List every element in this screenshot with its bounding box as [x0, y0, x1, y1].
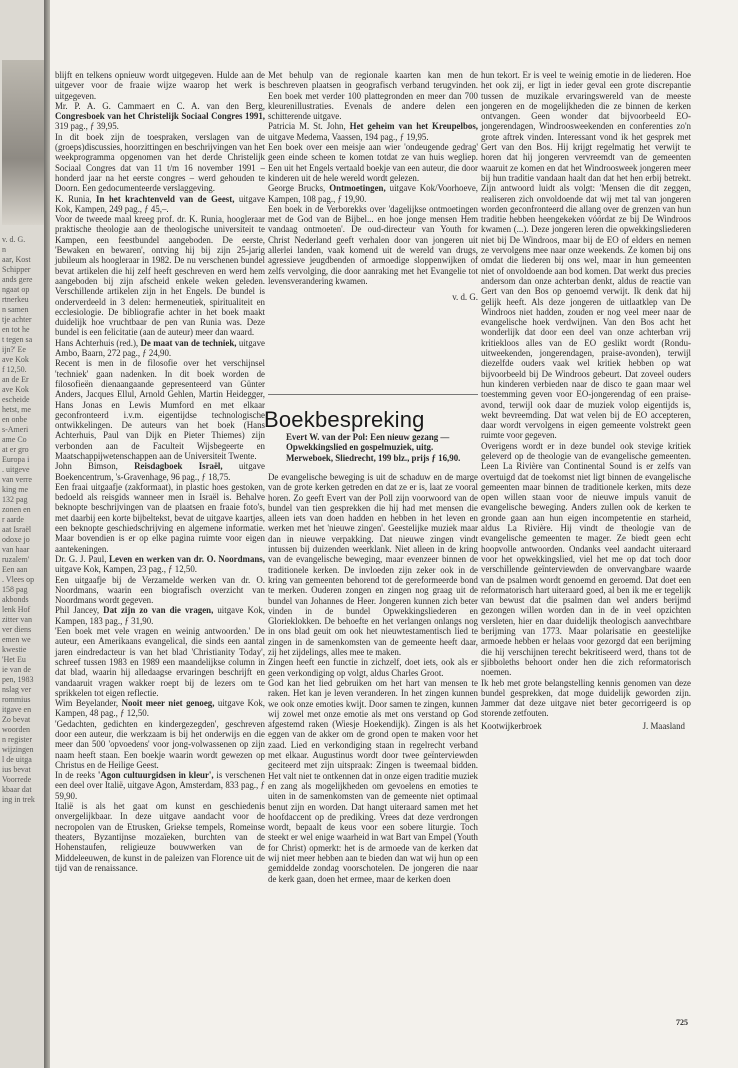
review-paragraph: God kan het lied gebruiken om het hart van mensen te raken. Het kan je leven veranderen. In het zingen kunnen we ook onze emoties kwijt. Door samen te zingen, kunnen wij zowel met onze emotie als met ons verstand op God afgestemd raken (Wiesje Hoekendijk). Zingen is als het eggen van de akker om de grond open te maken voor het zaad. Lied en verkondiging staan in regelrecht verband met elkaar. Augustinus wordt door twee geïnterviewden geciteerd met zijn uitspraak: Zingen is tweemaal bidden. Het valt niet te ontkennen dat in onze eigen traditie muziek en zang als mogelijkheden om gevoelens en emoties te uiten in de samenkomsten van de gemeente niet optimaal benut zijn en worden. Dat hangt uiteraard samen met het hoofdaccent op de prediking. Vrees dat deze verdrongen wordt, bepaalt de keus voor een sobere liturgie. Toch steekt er wel enige waarheid in wat Bart van Empel (Youth for Christ) opmerkt: het is de armoede van de kerken dat wij niet meer hebben aan te bieden dan wat wij hun op een gemiddelde zondag voorschotelen. De jongeren die naar de kerk gaan, doen het ermee, maar de kerken doen — [268, 677, 478, 884]
column-1-paragraph: Een uitgaafje bij de Verzamelde werken van dr. O. Noordmans, waarin een biografisch overzicht van Noordmans wordt gegeven. — [55, 574, 265, 606]
previous-page-line: ame Co — [2, 435, 27, 444]
book-title: 'Agon cultuurgidsen in kleur', — [97, 770, 214, 781]
column-2-paragraph: George Brucks, Ontmoetingen, uitgave Kok/Voorhoeve, Kampen, 108 pag., ƒ 19,90. — [268, 183, 478, 204]
book-title: Ontmoetingen, — [329, 183, 386, 194]
column-1-paragraph: In dit boek zijn de toespraken, verslagen van de (groeps)discussies, hoorzittingen en beschrijvingen van het weekprogramma opgenomen van het derde Christelijk Sociaal Congres dat van 11 t/m 16 november 1991 – honderd jaar na het eerste congres – werd gehouden te Doorn. Een gedocumenteerde verslaggeving. — [55, 131, 265, 194]
previous-page-line: . Vlees op — [2, 575, 35, 584]
previous-page-line: zonen en — [2, 505, 31, 514]
previous-page-line: rtnerkeu — [2, 295, 29, 304]
previous-page-line: t tegen sa — [2, 335, 33, 344]
column-1-paragraph: Phil Jancey, Dat zijn zo van die vragen, uitgave Kok, Kampen, 183 pag., ƒ 31,90. — [55, 605, 265, 626]
previous-page-line: v. d. G. — [2, 235, 26, 244]
previous-page-line: 132 pag — [2, 495, 28, 504]
column-1-paragraph: blijft en telkens opnieuw wordt uitgegeven. Hulde aan de uitgever voor de fraaie wijze waarop het werk is uitgegeven. — [55, 70, 265, 101]
column-2-top — [268, 70, 478, 303]
previous-page-line: van haar — [2, 545, 30, 554]
previous-page-line: ngaat op — [2, 285, 30, 294]
previous-page-line: ave Kok — [2, 355, 29, 364]
signature-place: Kootwijkerbroek — [481, 720, 542, 731]
previous-page-line: escheide — [2, 395, 30, 404]
previous-page-line: van verre — [2, 475, 32, 484]
previous-page-line: emen we — [2, 635, 31, 644]
book-title: Reisdagboek Israël, — [134, 461, 223, 472]
column-3 — [481, 70, 691, 731]
previous-page-line: ius bevat — [2, 765, 31, 774]
previous-page-line: an de Er — [2, 375, 29, 384]
book-title: De maat van de techniek, — [140, 337, 237, 348]
previous-page-line: f 12,50. — [2, 365, 27, 374]
previous-page-line: n samen — [2, 305, 29, 314]
section-heading: Boekbespreking — [264, 407, 425, 432]
column-1-paragraph: Wim Beyelander, Nooit meer niet genoeg, uitgave Kok, Kampen, 48 pag., ƒ 12,50. — [55, 698, 265, 719]
column-1-paragraph: Hans Achterhuis (red.), De maat van de techniek, uitgave Ambo, Baarn, 272 pag., ƒ 24,90. — [55, 337, 265, 359]
previous-page-text — [2, 235, 44, 805]
column-1-paragraph: Italië is als het gaat om kunst en geschiedenis onvergelijkbaar. In deze uitgave aandacht voor de necropolen van de Etrusken, Griekse tempels, Romeinse theaters, Byzantijnse mozaïeken, burchten van de Hohenstaufen, religieuze bouwwerken van de Middeleeuwen, de kunst in de paleizen van Florence uit de tijd van de renaissance. — [55, 801, 265, 873]
previous-page-line: akbonds — [2, 595, 29, 604]
book-title: Nooit meer niet genoeg, — [121, 698, 215, 709]
column-2-review — [268, 472, 478, 884]
previous-page-line: nslag ver — [2, 685, 32, 694]
previous-page-line: itgave en — [2, 705, 32, 714]
page-number: 725 — [676, 1018, 688, 1027]
previous-page-line: r aarde — [2, 515, 24, 524]
previous-page-line: wijzingen — [2, 745, 34, 754]
previous-page-line: n register — [2, 735, 32, 744]
column-2-signature: v. d. G. — [452, 292, 478, 303]
column-1-paragraph: Mr. P. A. G. Cammaert en C. A. van den Berg, Congresboek van het Christelijk Sociaal Congres 1991, 319 pag., ƒ 39,95. — [55, 100, 265, 132]
previous-page-line: ruzalem' — [2, 555, 30, 564]
previous-page-fragment — [0, 60, 44, 1060]
column-1-paragraph: K. Runia, In het krachtenveld van de Geest, uitgave Kok, Kampen, 249 pag., ƒ 45,–. — [55, 193, 266, 214]
book-title: Congresboek van het Christelijk Sociaal Congres 1991, — [55, 111, 265, 122]
previous-page-line: aat Israël — [2, 525, 32, 534]
previous-page-line: pen, 1983 — [2, 675, 34, 684]
previous-page-line: ave Kok — [2, 385, 29, 394]
previous-page-line: kbaar dat — [2, 785, 32, 794]
column-2-paragraph: Patricia M. St. John, Het geheim van het Kreupelbos, uitgave Medema, Vaassen, 194 pag., ƒ 19,95. — [268, 121, 479, 142]
column-1-paragraph: 'Gedachten, gedichten en kindergezegden', geschreven door een auteur, die werkzaam is bij het onderwijs en die meer dan 500 'opvoedens' voor jong-volwassenen op zijn naam heeft staan. Een boekje waarin wordt gewezen op Christus en de Heilige Geest. — [55, 718, 265, 770]
previous-page-line: ijn?' Ee — [2, 345, 26, 354]
column-2-paragraph: Een boek over een meisje aan wier 'ondeugende gedrag' geen einde scheen te komen totdat ze van huis wegliep. Een uit het Engels vertaald boekje van een auteur, die door kinderen uit de hele wereld wordt gelezen. — [268, 142, 478, 183]
column-1-paragraph: Dr. G. J. Paul, Leven en werken van dr. O. Noordmans, uitgave Kok, Kampen, 23 pag., ƒ 12,50. — [55, 553, 265, 575]
previous-page-line: kwestie — [2, 645, 27, 654]
previous-page-line: Voorrede — [2, 775, 32, 784]
column-1-paragraph: Recent is men in de filosofie over het verschijnsel 'techniek' gaan nadenken. In dit boek worden de filosofieën dienaangaande gepresenteerd van Günter Anders, Jacques Ellul, Arnold Gehlen, Martin Heidegger, Hans Jonas en Lewis Mumford en met elkaar geconfronteerd i.v.m. eigentijdse technologische ontwikkelingen. De auteurs van het boek (Hans Achterhuis, Paul van Dijk en Pieter Thiemes) zijn verbonden aan de Faculteit Wijsbegeerte en Maatschappijwetenschappen aan de Universiteit Twente. — [55, 358, 265, 461]
column-1-paragraph: John Bimson, Reisdagboek Israël, uitgave Boekencentrum, 's-Gravenhage, 96 pag., ƒ 18,75. — [55, 461, 266, 482]
book-title: Dat zijn zo van die vragen, — [103, 605, 214, 616]
column-1 — [55, 70, 265, 873]
previous-page-line: tje achter — [2, 315, 32, 324]
previous-page-line: en onbe — [2, 415, 28, 424]
previous-page-line: Schipper — [2, 265, 31, 274]
previous-page-line: lenk Hof — [2, 605, 31, 614]
previous-page-line: king me — [2, 485, 28, 494]
previous-page-line: Zo bevat — [2, 715, 31, 724]
section-divider — [268, 394, 478, 395]
column-2-paragraph: Een boek in de Verborekks over 'dagelijkse ontmoetingen met de God van de Bijbel... en hoe jonge mensen Hem vandaag ontmoeten'. De oud-directeur van Youth for Christ Nederland geeft verhalen door van jongeren uit allerlei landen, vaak komend uit de wereld van drugs, agressieve jeugdbenden of armoedige sloppenwijken of zelfs vervolging, die door aanraking met het Evangelie tot levensverandering kwamen. — [268, 203, 478, 286]
previous-page-line: at er gro — [2, 445, 29, 454]
previous-page-line: zitter van — [2, 615, 32, 624]
previous-page-photo — [2, 60, 44, 225]
column-1-paragraph: 'Een boek met vele vragen en weinig antwoorden.' De auteur, een Amerikaans evangelical, die sinds een aantal jaren eindredacteur is van het blad 'Christianity Today', schreef tussen 1983 en 1989 een maandelijkse column in dat blad, waarin hij alledaagse ervaringen beschrijft en vandaaruit vragen wakker roept bij de lezers om te sprikkelen tot eigen reflectie. — [55, 626, 265, 698]
column-2-paragraph: Met behulp van de regionale kaarten kan men de beschreven plaatsen in geografisch verband terugvinden. Een boek met verder 100 plattegronden en meer dan 700 kleurenillustraties. Evenals de andere delen een schitterende uitgave. — [268, 70, 478, 122]
previous-page-line: rommius — [2, 695, 31, 704]
previous-page-line: ver diens — [2, 625, 32, 634]
previous-page-line: 158 pag — [2, 585, 28, 594]
book-title: Het geheim van het Kreupelbos, — [349, 121, 479, 132]
previous-page-line: odoxe jo — [2, 535, 30, 544]
review-book-reference: Evert W. van der Pol: Een nieuw gezang — Opwekkingslied en gospelmuziek, uitg. Merweboek, Sliedrecht, 199 blz., prijs ƒ 16,90. — [286, 432, 461, 463]
previous-page-line: Een aan — [2, 565, 28, 574]
review-signature — [481, 721, 691, 731]
book-spine-shadow — [44, 0, 50, 1068]
previous-page-line: n — [2, 245, 6, 254]
previous-page-line: ands gere — [2, 275, 33, 284]
previous-page-line: l de uitga — [2, 755, 32, 764]
previous-page-line: ing in trek — [2, 795, 35, 804]
book-title: In het krachtenveld van de Geest, — [95, 193, 235, 204]
review-paragraph: hun tekort. Er is veel te weinig emotie in de liederen. Hoe het ook zij, er ligt in ieder geval een grote discrepantie tussen de muzikale ervaringswereld van de meeste jongeren en de mogelijkheden die ze binnen de kerken ontvangen. Geen wonder dat bijvoorbeeld EO-jongerendagen, Windroosweekenden en conferenties zo'n grote aftrek vinden. Interessant vond ik het gesprek met Gert van den Bos. Hij krijgt regelmatig het verwijt te horen dat hij jongeren vervreemdt van de gemeenten waaruit ze komen en dat het Windroosweek jongeren meer bij hun traditie vandaan haalt dan dat het hen erbij betrekt. Zijn antwoord luidt als volgt: 'Mensen die dit zeggen, realiseren zich onvoldoende dat wij met tal van jongeren worden geconfronteerd die allang over de grenzen van hun traditie hebben heengekeken vóórdat ze bij De Windroos kwamen (...). Deze jongeren leren die opwekkingsliederen niet bij De Windroos, maar bij de EO of elders en nemen ze vervolgens mee naar onze weekends. Ze komen bij ons omdat die liederen bij ons wel, maar in hun gemeenten niet of onvoldoende aan bod komen. Dat werkt dus precies andersom dan onze achterban denkt, aldus de reactie van Gert van den Bos op genoemd verwijt. Ik denk dat hij gelijk heeft. Als deze jongeren de uitlaatklep van De Windroos niet hadden, zouden er nog veel meer naar de evangelische hoek verdwijnen. Van den Bos acht het wonderlijk dat door een deel van onze achterban vrij kritiekloos alles van de EO geslikt wordt (Rondu-uitweekenden, jongerendagen, praise-avonden), terwijl diezelfde ouders vaak wel kritiek hebben op wat bijvoorbeeld bij De Windroos gebeurt. Dat zoveel ouders hun kinderen verbieden naar de disco te gaan maar wel toestemming geven voor EO-jongerendag of een praise-avond, terwijl ook daar de muziek volop eigentijds is, wekt bevreemding. Dat wat velen bij de EO accepteren, daar wordt vervolgens in eigen gemeente volstrekt geen ruimte voor gegeven. — [481, 70, 691, 441]
book-title: Leven en werken van dr. O. Noordmans, — [109, 553, 265, 564]
previous-page-line: woorden — [2, 725, 30, 734]
previous-page-line: 'Het Eu — [2, 655, 26, 664]
column-1-paragraph: In de reeks 'Agon cultuurgidsen in kleur', is verschenen een deel over Italië, uitgave Agon, Amsterdam, 833 pag., ƒ 59,90. — [55, 770, 266, 801]
column-1-paragraph: Een fraai uitgaafje (zakformaat), in plastic hoes gestoken, bedoeld als reisgids wanneer men in Israël is. Behalve beknopte beschrijvingen van de plaatsen en fraaie foto's, met daarbij een korte bijbeltekst, bevat de uitgave kaartjes, een beknopte geschiedschrijving en algemene informatie. Maar bovendien is er op elke pagina ruimte voor eigen aantekeningen. — [55, 481, 265, 554]
review-paragraph: Zingen heeft een functie in zichzelf, doet iets, ook als er geen verkondiging op volgt, aldus Charles Groot. — [268, 657, 478, 678]
previous-page-line: . uitgeve — [2, 465, 30, 474]
previous-page-line: en tot he — [2, 325, 30, 334]
previous-page-line: aar, Kost — [2, 255, 31, 264]
previous-page-line: Europa i — [2, 455, 30, 464]
previous-page-line: s-Ameri — [2, 425, 29, 434]
review-paragraph: Overigens wordt er in deze bundel ook stevige kritiek geleverd op de theologie van de evangelische gemeenten. Leen La Rivière van Continental Sound is er zelfs van overtuigd dat de toekomst niet ligt binnen de evangelische gemeenten maar binnen de traditionele kerken, mits deze open willen staan voor de nieuwe impuls vanuit de evangelische beweging. Anders zullen ook de kerken te gronde gaan aan hun eigen incompetentie en starheid, aldus La Rivière. Hij vindt de theologie van de evangelische gemeenten te mager. Ze biedt geen echt hoopvolle antwoorden. Ondanks veel aandacht uiteraard voor het opwekkingslied, viel het me op dat toch door verschillende geïnterviewden de onvervangbare waarde van de psalmen wordt genoemd en geroemd. Dat doet een reformatorisch hart uiteraard goed, al ben ik me er tegelijk van bewust dat die psalmen dan wel anders berijmd gezongen willen worden dan in de in veel opzichten versleten, hier en daar duidelijk theologisch aanvechtbare berijming van 1773. Maar polarisatie en geestelijke armoede hebben er helaas voor gezorgd dat een berijming die hij verschijnen terecht bekritiseerd werd, thans tot de sjibboleths behoort onder hen die zich reformatorisch noemen. — [481, 440, 691, 678]
signature-name: J. Maasland — [642, 720, 685, 731]
column-1-paragraph: Voor de tweede maal kreeg prof. dr. K. Runia, hoogleraar praktische theologie aan de theologische universiteit te Kampen, een feestbundel aangeboden. De eerste, 'Bewaken en bewaren', ontving hij bij zijn 25-jarig jubileum als hoogleraar in 1982. De nu verschenen bundel bevat artikelen die hij zelf heeft geschreven en werd hem aangeboden bij zijn afscheid enkele weken geleden. Verschillende artikelen zijn in het Engels. De bundel is onderverdeeld in 3 delen: hermeneutiek, spiritualiteit en ecclesiologie. De bibliografie achter in het boek maakt duidelijk hoe vruchtbaar de pen van Runia was. Deze bundel is een felicitatie (aan de auteur) meer dan waard. — [55, 214, 265, 338]
previous-page-line: hetst, me — [2, 405, 31, 414]
previous-page-line: ie van de — [2, 665, 31, 674]
review-paragraph: Ik heb met grote belangstelling kennis genomen van deze bundel gesprekken, dat moge duidelijk geworden zijn. Jammer dat deze uitgave niet beter gecorrigeerd is op storende zetfouten. — [481, 677, 691, 719]
review-paragraph: De evangelische beweging is uit de schaduw en de marge van de grote kerken getreden en dat ze er is, laat ze vooral horen. Zo geeft Evert van der Poll zijn voorwoord van de bundel van tien gesprekken die hij had met mensen die alleen iets van doen hadden en hebben in het leven en werken met het 'nieuwe zingen'. Geestelijke muziek maar dan in nieuwe verpakking. Dat nieuwe zingen vindt intussen bij duizenden weerklank. Niet alleen in de kring van de evangelische beweging, maar evenzeer binnen de traditionele kerken. De invloeden zijn zeker ook in de kring van gemeenten behorend tot de gereformeerde bond te merken. Ouderen zongen en zingen nog graag uit de bundel van Johannes de Heer. Jongeren kunnen zich beter vinden in de bundel Opwekkingsliederen en Glorieklokken. De behoefte en het verlangen onlangs nog in ons blad geuit om ook het nieuwtestamentisch lied te zingen in de samenkomsten van de gemeente heeft daar, zij het zijdelings, alles mee te maken. — [268, 472, 478, 658]
